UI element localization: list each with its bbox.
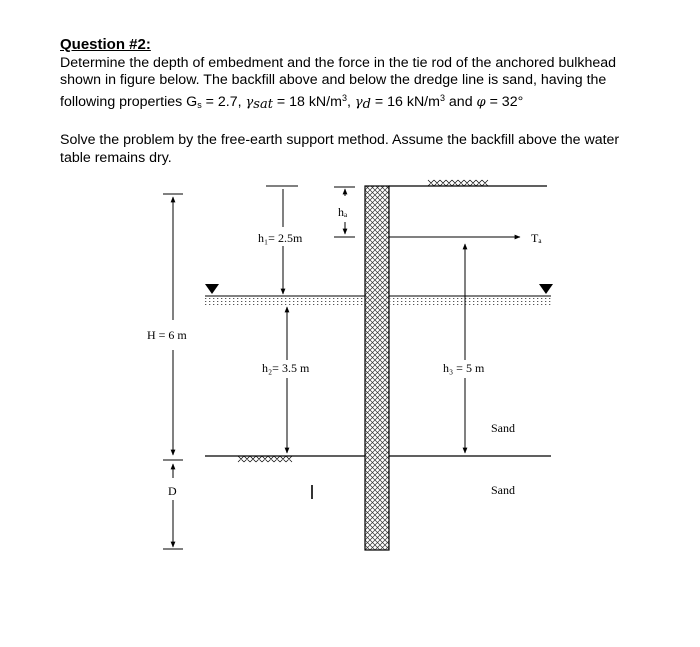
water-table-marker-right [539, 284, 553, 294]
gamma-d-symbol: γ [354, 94, 363, 110]
gamma-d-sub: d [362, 96, 371, 112]
gamma-d-value: = 16 kN/m [370, 93, 440, 110]
water-table-marker-left [205, 284, 219, 294]
gamma-sat-value: = 18 kN/m [272, 93, 342, 110]
gs-sub: s [197, 99, 202, 110]
h3-label: h₃ = 5 m [443, 361, 485, 375]
question-title: Question #2: [60, 36, 151, 53]
phi-prefix: and [444, 93, 477, 110]
gs-label: following properties G [60, 93, 198, 110]
gamma-d-exp: 3 [439, 92, 445, 103]
h1-label: h₁= 2.5m [258, 231, 303, 245]
water-table-right [389, 296, 551, 305]
phi-value: = 32° [485, 93, 524, 110]
ground-hatch-top [428, 180, 488, 186]
question-line-2: shown in figure below. The backfill above and below the dredge line is sand, having the [60, 72, 607, 88]
question-line-4: Solve the problem by the free-earth support method. Assume the backfill above the water [60, 132, 620, 148]
sand-label-upper: Sand [491, 421, 515, 435]
gs-value: = 2.7, [201, 93, 246, 110]
ha-label: hₐ [338, 205, 348, 219]
sand-label-lower: Sand [491, 483, 515, 497]
gamma-sat-exp: 3 [341, 92, 347, 103]
h-total-label: H = 6 m [147, 328, 187, 342]
gamma-sat-symbol: γ [245, 94, 254, 110]
gamma-sat-sub: sat [253, 96, 273, 112]
water-table-left [205, 296, 365, 305]
gamma-separator: , [346, 93, 355, 110]
d-label: D [168, 484, 177, 498]
question-line-5: table remains dry. [60, 149, 172, 166]
dredge-hatch [238, 456, 292, 462]
tie-rod-label: Tₐ [531, 231, 542, 245]
phi-symbol: φ [476, 94, 486, 110]
h2-label: h₂= 3.5 m [262, 361, 310, 375]
question-line-1: Determine the depth of embedment and the force in the tie rod of the anchored bulkhead [60, 54, 617, 71]
sheet-pile [365, 186, 389, 550]
